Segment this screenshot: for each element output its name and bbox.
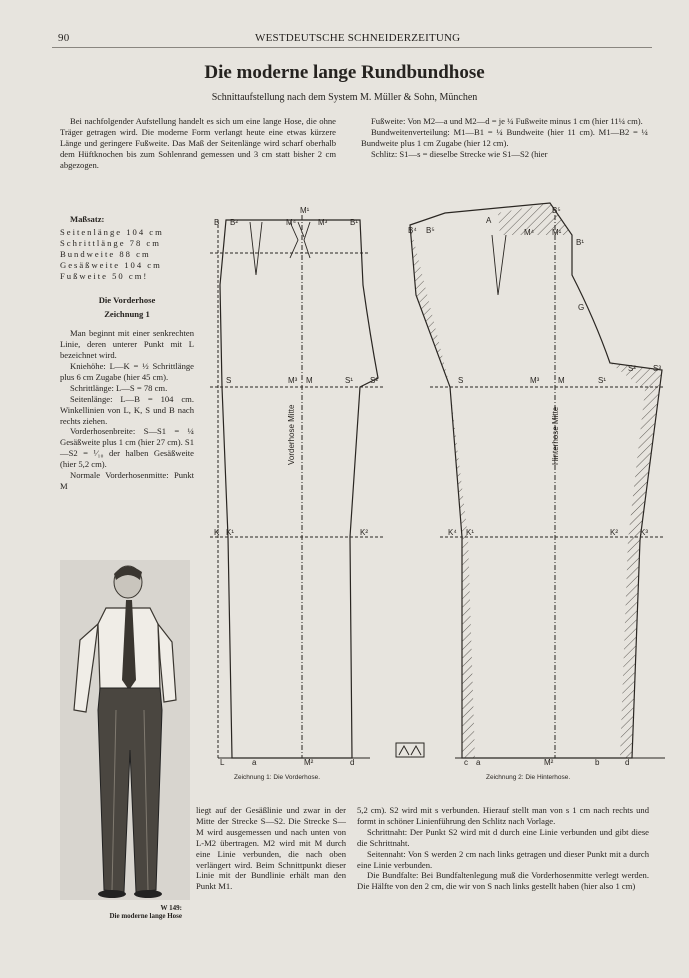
back-center-label: Hinterhose Mitte (551, 406, 560, 465)
svg-text:b: b (595, 758, 600, 767)
svg-text:a: a (476, 758, 481, 767)
front-paragraph: Man beginnt mit einer senkrechten Linie, deren unterer Punkt mit L bezeichnet wird. (60, 328, 194, 361)
svg-text:a: a (252, 758, 257, 767)
figure-title: Die moderne lange Hose (109, 912, 182, 920)
measure-item: Seitenlänge 104 cm (60, 226, 164, 237)
svg-text:d: d (350, 758, 355, 767)
header-rule (52, 47, 652, 48)
svg-text:B⁵: B⁵ (552, 206, 561, 215)
measure-item: Gesäßweite 104 cm (60, 259, 162, 270)
measures-heading: Maßsatz: (70, 214, 105, 224)
bottom-column-2 (196, 805, 346, 892)
svg-text:M⁴: M⁴ (286, 218, 297, 227)
left-column (60, 214, 194, 492)
svg-text:B: B (214, 218, 220, 227)
col2-text: liegt auf der Gesäßlinie und zwar in der Mitte der Strecke S—S2. Die Strecke S—M wird ausgemessen und nach unten von L-M2 übertragen. M2 wird mit M durch eine Linie verbunden, die nach oben verlängert wird. Beim Schnittpunkt dieser Linie mit der Bundlinie erhält man den Punkt M1. (196, 805, 346, 892)
intro-text: Bei nachfolgender Aufstellung handelt es sich um eine lange Hose, die ohne Träger getragen wird. Die moderne Form verlangt heute eine etwas kürzere Länge und geringere Fußweite. Das Maß der Seitenlänge wird scharf oberhalb dem Hüftknochen bis zum Sohlenrand gemessen und 3 cm statt bisher 2 cm abgezogen. (60, 116, 336, 170)
svg-text:S²: S² (370, 376, 378, 385)
svg-text:B¹: B¹ (576, 238, 584, 247)
svg-text:S: S (458, 376, 464, 385)
fly-paragraph: Schlitz: S1—s = dieselbe Strecke wie S1—S2 (hier (371, 148, 548, 159)
drawing-1-caption: Zeichnung 1: Die Vorderhose. (234, 774, 320, 781)
svg-text:M: M (306, 376, 313, 385)
figure-caption (60, 904, 182, 920)
front-subheading: Zeichnung 1 (104, 309, 150, 320)
svg-text:K¹: K¹ (226, 528, 234, 537)
svg-text:K³: K³ (640, 528, 648, 537)
svg-text:S¹: S¹ (598, 376, 606, 385)
svg-text:S³: S³ (653, 364, 661, 373)
svg-text:M²: M² (304, 758, 314, 767)
svg-text:M: M (558, 376, 565, 385)
front-center-label: Vorderhose Mitte (287, 404, 296, 465)
page-number: 90 (58, 32, 70, 44)
svg-text:K²: K² (360, 528, 368, 537)
svg-text:M¹: M¹ (552, 228, 562, 237)
col3-paragraph: Die Bundfalte: Bei Bundfaltenlegung muß die Vorderhosenmitte verlegt werden. Die Hälfte von den 2 cm, die wir von S nach links gestellt haben (hier also 1 cm) (357, 870, 649, 892)
front-paragraph: Schrittlänge: L—S = 78 cm. (70, 382, 168, 393)
footwidth-paragraph: Fußweite: Von M2—a und M2—d = je ¼ Fußweite minus 1 cm (hier 11¼ cm). (371, 116, 643, 126)
svg-text:M⁴: M⁴ (524, 228, 535, 237)
svg-text:K¹: K¹ (466, 528, 474, 537)
bottom-column-3 (357, 805, 649, 892)
svg-text:M¹: M¹ (300, 206, 310, 215)
waist-distribution-paragraph: Bundweitenverteilung: M1—B1 = ¼ Bundweite (hier 11 cm). M1—B2 = ¼ Bundweite plus 1 cm Zugabe (hier 12 cm). (361, 126, 648, 148)
measure-item: Bundweite 88 cm (60, 248, 151, 259)
svg-text:G: G (578, 303, 585, 312)
svg-text:L: L (220, 758, 225, 767)
col3-paragraph: Schrittnaht: Der Punkt S2 wird mit d durch eine Linie verbunden und gibt diese die Schrittnaht. (357, 826, 649, 848)
article-title: Die moderne lange Rundbundhose (204, 62, 485, 83)
publisher-logo (396, 743, 424, 757)
journal-name: WESTDEUTSCHE SCHNEIDERZEITUNG (255, 32, 461, 44)
svg-text:K: K (214, 528, 220, 537)
svg-text:S¹: S¹ (345, 376, 353, 385)
svg-text:B⁴: B⁴ (408, 226, 417, 235)
man-in-trousers-illustration (60, 560, 190, 900)
front-paragraph: Vorderhosenbreite: S—S1 = ¼ Gesäßweite plus 1 cm (hier 27 cm). S1—S2 = ¹⁄₁₀ der halben Gesäßweite (hier 5,2 cm). (60, 426, 194, 470)
svg-text:B¹: B¹ (350, 218, 358, 227)
right-top-text (361, 116, 648, 160)
pattern-draft-drawings (200, 165, 670, 785)
intro-paragraph (60, 116, 336, 171)
svg-text:B²: B² (230, 218, 238, 227)
front-heading: Die Vorderhose (98, 295, 156, 306)
svg-text:c: c (464, 758, 468, 767)
svg-text:K²: K² (610, 528, 618, 537)
svg-text:d: d (625, 758, 630, 767)
svg-text:M³: M³ (288, 376, 298, 385)
svg-text:S²: S² (628, 364, 636, 373)
front-paragraph: Kniehöhe: L—K = ½ Schrittlänge plus 6 cm Zugabe (hier 45 cm). (60, 360, 194, 382)
article-subtitle: Schnittaufstellung nach dem System M. Müller & Sohn, München (211, 92, 478, 103)
svg-text:B⁵: B⁵ (426, 226, 435, 235)
svg-text:M³: M³ (530, 376, 540, 385)
col3-paragraph: 5,2 cm). S2 wird mit s verbunden. Hierauf stellt man von s 1 cm nach rechts und formt in schöner Linienführung den Schlitz nach Vorlage. (357, 805, 649, 826)
measure-item: Fußweite 50 cm! (60, 270, 149, 281)
measure-item: Schrittlänge 78 cm (60, 237, 161, 248)
col3-paragraph: Seitennaht: Von S werden 2 cm nach links getragen und dieser Punkt mit a durch eine Linie verbunden. (357, 848, 649, 870)
front-paragraph: Normale Vorderhosenmitte: Punkt M (60, 470, 194, 491)
svg-text:K⁴: K⁴ (448, 528, 457, 537)
svg-text:M²: M² (544, 758, 554, 767)
svg-text:S: S (226, 376, 232, 385)
front-paragraph: Seitenlänge: L—B = 104 cm. Winkellinien von L, K, S und B nach rechts ziehen. (60, 393, 194, 426)
svg-text:M³: M³ (318, 218, 328, 227)
svg-text:A: A (486, 216, 492, 225)
drawing-2-caption: Zeichnung 2: Die Hinterhose. (486, 774, 571, 781)
figure-code: W 149: (160, 904, 182, 912)
